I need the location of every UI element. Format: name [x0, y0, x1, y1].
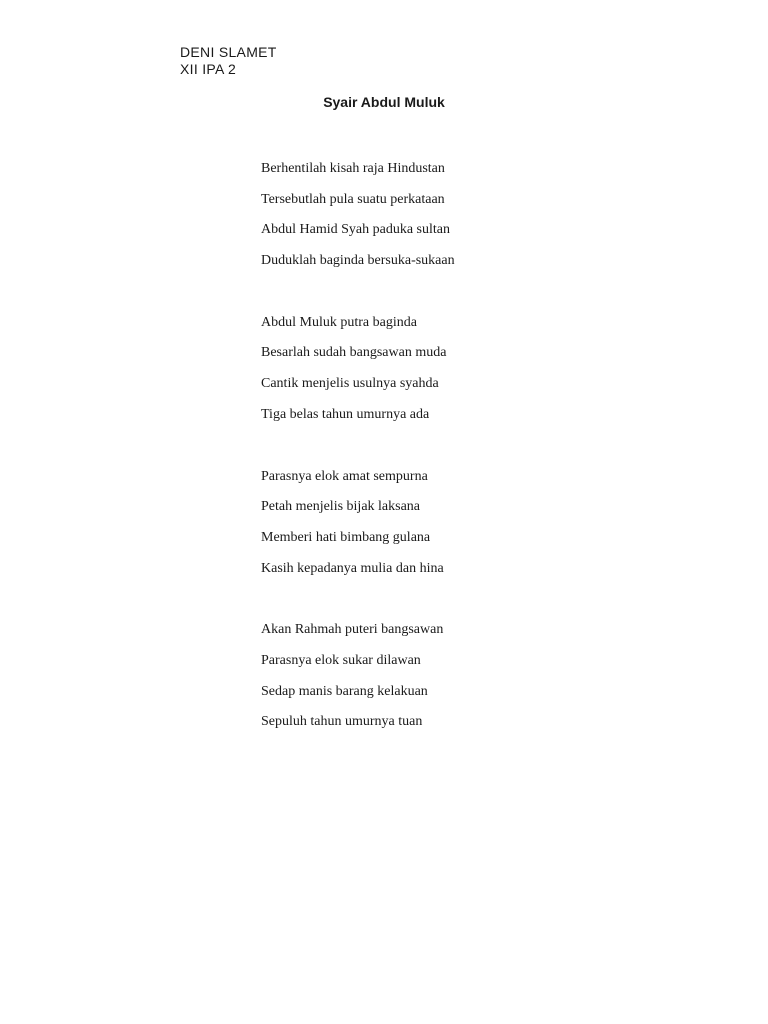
poem-line: Tiga belas tahun umurnya ada	[261, 406, 430, 422]
poem-line: Kasih kepadanya mulia dan hina	[261, 560, 444, 576]
author-class: XII IPA 2	[180, 61, 237, 77]
poem-line: Parasnya elok sukar dilawan	[261, 652, 421, 668]
poem-title: Syair Abdul Muluk	[323, 94, 445, 110]
stanza-4	[261, 621, 455, 744]
stanza-2	[261, 314, 455, 437]
poem-line: Parasnya elok amat sempurna	[261, 468, 428, 484]
poem-line: Tersebutlah pula suatu perkataan	[261, 191, 445, 207]
poem-line: Sedap manis barang kelakuan	[261, 683, 428, 699]
poem-line: Sepuluh tahun umurnya tuan	[261, 714, 423, 730]
stanza-3	[261, 468, 455, 591]
stanza-1	[261, 160, 455, 283]
poem-line: Petah menjelis bijak laksana	[261, 499, 421, 515]
author-name: DENI SLAMET	[180, 44, 277, 60]
poem-line: Berhentilah kisah raja Hindustan	[261, 161, 445, 176]
poem-line: Besarlah sudah bangsawan muda	[261, 345, 447, 361]
author-block	[180, 44, 277, 78]
poem-line: Memberi hati bimbang gulana	[261, 529, 431, 545]
poem-line: Abdul Muluk putra baginda	[261, 314, 417, 330]
poem-line: Duduklah baginda bersuka-sukaan	[261, 253, 455, 269]
poem-body	[261, 160, 455, 775]
poem-line: Abdul Hamid Syah paduka sultan	[261, 222, 450, 238]
poem-line: Cantik menjelis usulnya syahda	[261, 376, 439, 392]
poem-line: Akan Rahmah puteri bangsawan	[261, 622, 444, 638]
